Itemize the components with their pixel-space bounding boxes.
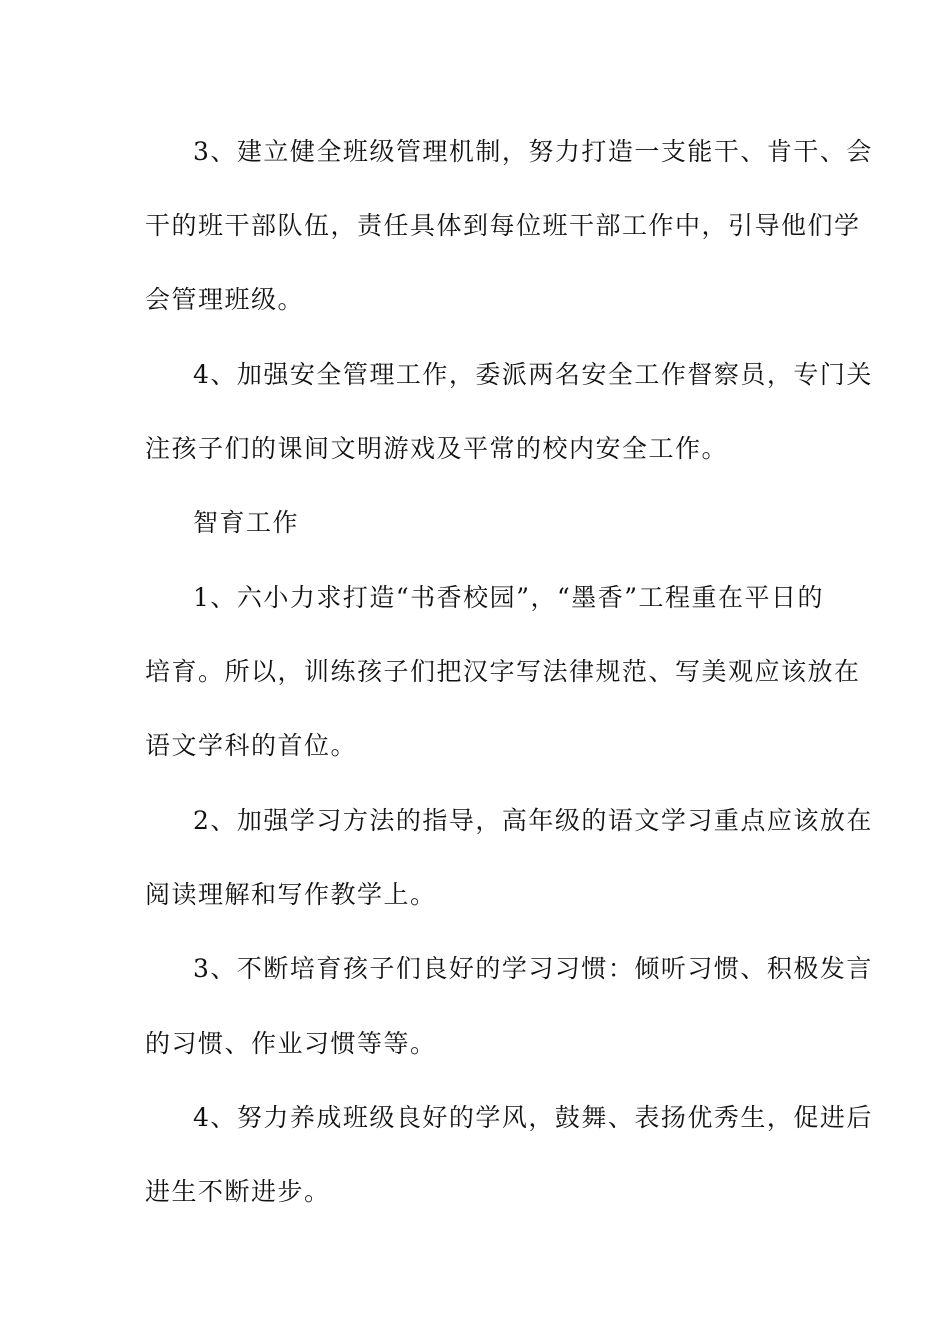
paragraph-line: 3、建立健全班级管理机制，努力打造一支能干、肯干、会 [193,137,873,166]
paragraph-line: 培育。所以，训练孩子们把汉字写法律规范、写美观应该放在 [145,657,861,686]
paragraph-line: 4、加强安全管理工作，委派两名安全工作督察员，专门关 [193,360,873,389]
section-heading: 智育工作 [193,508,300,537]
paragraph-line: 进生不断进步。 [145,1177,331,1206]
paragraph-line: 干的班干部队伍，责任具体到每位班干部工作中，引导他们学 [145,211,861,240]
paragraph-line: 2、加强学习方法的指导，高年级的语文学习重点应该放在 [193,806,873,835]
paragraph-line: 3、不断培育孩子们良好的学习习惯：倾听习惯、积极发言 [193,954,873,983]
paragraph-line: 1、六小力求打造“书香校园”，“墨香”工程重在平日的 [193,583,825,612]
paragraph-line: 注孩子们的课间文明游戏及平常的校内安全工作。 [145,434,729,463]
paragraph-line: 语文学科的首位。 [145,731,358,760]
paragraph-line: 的习惯、作业习惯等等。 [145,1029,437,1058]
paragraph-line: 会管理班级。 [145,285,305,314]
paragraph-line: 4、努力养成班级良好的学风，鼓舞、表扬优秀生，促进后 [193,1103,873,1132]
paragraph-line: 阅读理解和写作教学上。 [145,880,437,909]
